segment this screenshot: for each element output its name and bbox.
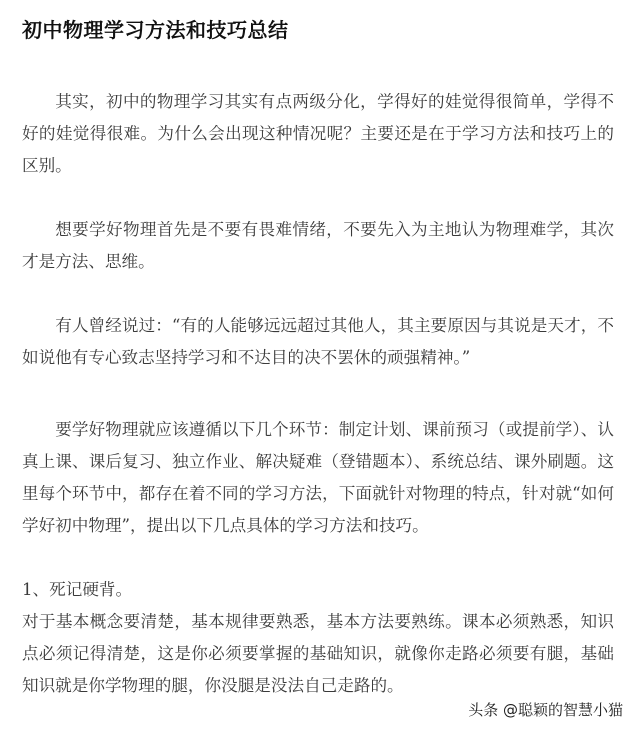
- paragraph-intro: 其实，初中的物理学习其实有点两级分化，学得好的娃觉得很简单，学得不好的娃觉得很难。为什么会出现这种情况呢？主要还是在于学习方法和技巧上的区别。: [22, 92, 614, 175]
- page-title: 初中物理学习方法和技巧总结: [22, 18, 289, 42]
- paragraph-mindset: 想要学好物理首先是不要有畏难情绪，不要先入为主地认为物理难学，其次才是方法、思维。: [22, 220, 614, 271]
- paragraph-steps: 要学好物理就应该遵循以下几个环节：制定计划、课前预习（或提前学）、认真上课、课后复习、独立作业、解决疑难（登错题本）、系统总结、课外刷题。这里每个环节中，都存在着不同的学习方法，下面就针对物理的特点，针对就“如何学好初中物理”，提出以下几点具体的学习方法和技巧。: [22, 420, 614, 535]
- section-heading-1: 1、死记硬背。: [22, 580, 133, 599]
- watermark-author: 头条 @聪颖的智慧小猫: [468, 701, 623, 719]
- paragraph-quote: 有人曾经说过：“有的人能够远远超过其他人，其主要原因与其说是天才，不如说他有专心致志坚持学习和不达目的决不罢休的顽强精神。”: [22, 316, 614, 367]
- section-body-1: 对于基本概念要清楚，基本规律要熟悉，基本方法要熟练。课本必须熟悉，知识点必须记得清楚，这是你必须要掌握的基础知识，就像你走路必须要有腿，基础知识就是你学物理的腿，你没腿是没法自己走路的。: [22, 612, 614, 695]
